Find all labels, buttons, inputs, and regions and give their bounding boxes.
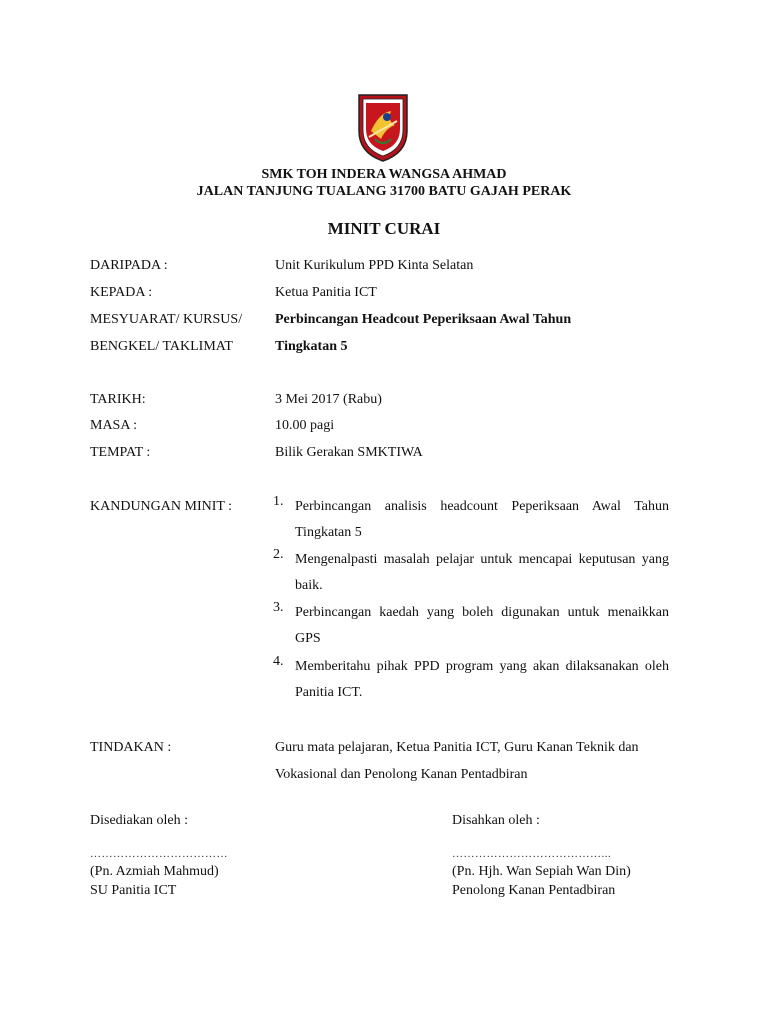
tarikh-label: TARIKH: bbox=[90, 392, 146, 407]
mesyuarat-value-line1: Perbincangan Headcout Peperiksaan Awal Tahun bbox=[275, 312, 572, 327]
school-crest-icon bbox=[357, 91, 409, 163]
kandungan-label: KANDUNGAN MINIT : bbox=[90, 499, 233, 514]
disediakan-label: Disediakan oleh : bbox=[90, 813, 188, 828]
school-crest-logo bbox=[357, 91, 409, 163]
tempat-value: Bilik Gerakan SMKTIWA bbox=[275, 445, 423, 460]
tindakan-label: TINDAKAN : bbox=[90, 740, 172, 755]
list-item-text: Mengenalpasti masalah pelajar untuk mencapai keputusan yang baik. bbox=[295, 552, 669, 593]
list-item bbox=[273, 547, 669, 599]
list-item-number: 4. bbox=[273, 654, 284, 669]
tarikh-value: 3 Mei 2017 (Rabu) bbox=[275, 392, 382, 407]
list-item-text: Memberitahu pihak PPD program yang akan dilaksanakan oleh Panitia ICT. bbox=[295, 659, 669, 700]
disediakan-title: SU Panitia ICT bbox=[90, 883, 177, 898]
list-item bbox=[273, 600, 669, 652]
masa-value: 10.00 pagi bbox=[275, 418, 335, 433]
list-item-number: 1. bbox=[273, 494, 284, 509]
list-item-text: Perbincangan kaedah yang boleh digunakan untuk menaikkan GPS bbox=[295, 605, 669, 646]
mesyuarat-value-line2: Tingkatan 5 bbox=[275, 339, 348, 354]
disediakan-signature-line: ……………………………… bbox=[90, 848, 228, 860]
school-name: SMK TOH INDERA WANGSA AHMAD bbox=[261, 167, 507, 182]
kepada-value: Ketua Panitia ICT bbox=[275, 285, 377, 300]
mesyuarat-label-line2: BENGKEL/ TAKLIMAT bbox=[90, 339, 233, 354]
daripada-label: DARIPADA : bbox=[90, 258, 168, 273]
disahkan-signature-line: …………………………………... bbox=[452, 848, 612, 860]
disahkan-title: Penolong Kanan Pentadbiran bbox=[452, 883, 616, 898]
disediakan-name: (Pn. Azmiah Mahmud) bbox=[90, 864, 219, 879]
disahkan-name: (Pn. Hjh. Wan Sepiah Wan Din) bbox=[452, 864, 631, 879]
tindakan-line1: Guru mata pelajaran, Ketua Panitia ICT, Guru Kanan Teknik dan bbox=[275, 740, 639, 755]
list-item bbox=[273, 494, 669, 546]
list-item bbox=[273, 654, 669, 706]
tempat-label: TEMPAT : bbox=[90, 445, 151, 460]
disahkan-label: Disahkan oleh : bbox=[452, 813, 540, 828]
masa-label: MASA : bbox=[90, 418, 138, 433]
mesyuarat-label-line1: MESYUARAT/ KURSUS/ bbox=[90, 312, 243, 327]
school-address: JALAN TANJUNG TUALANG 31700 BATU GAJAH PERAK bbox=[196, 184, 572, 199]
kepada-label: KEPADA : bbox=[90, 285, 153, 300]
document-title: MINIT CURAI bbox=[327, 219, 441, 238]
list-item-number: 3. bbox=[273, 600, 284, 615]
list-item-number: 2. bbox=[273, 547, 284, 562]
daripada-value: Unit Kurikulum PPD Kinta Selatan bbox=[275, 258, 474, 273]
list-item-text: Perbincangan analisis headcount Peperiksaan Awal Tahun Tingkatan 5 bbox=[295, 499, 669, 540]
tindakan-line2: Vokasional dan Penolong Kanan Pentadbiran bbox=[275, 767, 528, 782]
